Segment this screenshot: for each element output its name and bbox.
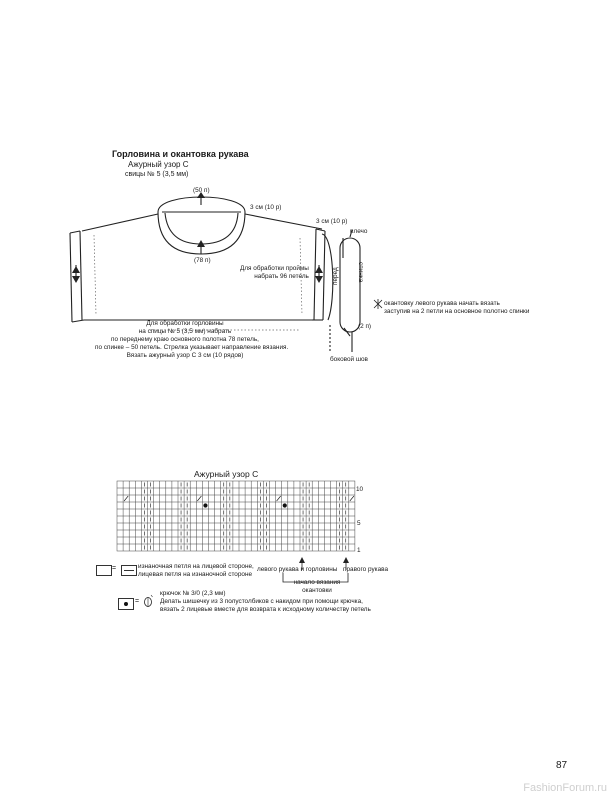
edging-note-line1: окантовку левого рукава начать вязать: [384, 300, 500, 307]
armhole-depth: 3 см (10 р): [316, 218, 348, 225]
legend-hook-line3: вязать 2 лицевые вместе для возврата к исходному количеству петель: [160, 606, 371, 613]
neckline-note-line: по переднему краю основного полотна 78 петель,: [111, 336, 259, 343]
shoulder-label: плечо: [350, 228, 368, 235]
legend-bobble-square: [118, 598, 134, 610]
neck-depth: 3 см (10 р): [250, 204, 282, 211]
start-right-sleeve: правого рукава: [343, 566, 389, 573]
decrease-symbol: [350, 496, 354, 501]
front-label: перед: [332, 267, 339, 285]
legend-knit-wrong-side: лицевая петля на изнаночной стороне: [138, 571, 253, 578]
armhole-note-line2: набрать 96 петель: [254, 273, 309, 280]
decrease-symbol: [197, 496, 201, 501]
legend-dash-square: [121, 565, 137, 576]
legend-empty-square: [96, 565, 112, 576]
legend-hook-line1: крючок № 3/0 (2,3 мм): [160, 590, 226, 597]
decrease-symbol: [277, 496, 281, 501]
legend-purl-right-side: изнаночная петля на лицевой стороне,: [138, 563, 254, 570]
side-seam-label: боковой шов: [330, 356, 368, 363]
legend-hook-line2: Делать шишечку из 3 полустолбиков с накидом при помощи крючка,: [160, 598, 363, 605]
decrease-symbol: [124, 496, 128, 501]
two-stitches: (2 п): [358, 323, 372, 330]
legend-equals-2: =: [135, 598, 140, 605]
neckline-note-line: по спинке – 50 петель. Стрелка указывает направление вязания.: [95, 344, 289, 351]
row-number-5: 5: [357, 520, 361, 527]
armhole-note-line1: Для обработки проймы: [240, 265, 309, 272]
page-number: 87: [556, 760, 568, 771]
neckline-note-line: Вязать ажурный узор С 3 см (10 рядов): [126, 352, 244, 359]
start-edging-line2: окантовки: [302, 587, 332, 594]
edging-note-line2: заступив на 2 петли на основное полотно спинки: [384, 308, 530, 315]
needle-size: свицы № 5 (3,5 мм): [125, 171, 189, 178]
legend-equals-1: =: [112, 565, 117, 572]
pattern-name: Ажурный узор С: [128, 160, 189, 169]
legend-stitch-desc: [138, 563, 254, 579]
neck-top-stitches: (50 п): [193, 187, 210, 194]
bobble-symbol: [283, 504, 287, 508]
legend-hook-desc: [160, 590, 371, 614]
row-number-10: 10: [356, 486, 364, 493]
back-label: спинка: [357, 262, 364, 283]
bobble-symbol: [204, 504, 208, 508]
start-edging-line1: начало вязания: [293, 579, 341, 586]
watermark: FashionForum.ru: [523, 782, 607, 794]
bobble-hook-icon: [143, 594, 153, 608]
chart-title: Ажурный узор С: [194, 469, 259, 479]
neckline-note-line: на спицы № 5 (3,5 мм) набрать: [138, 328, 232, 335]
neck-front-stitches: (78 п): [194, 257, 211, 264]
start-left-sleeve-neckline: левого рукава и горловины: [257, 566, 338, 573]
section-title: Горловина и окантовка рукава: [112, 149, 249, 159]
row-number-1: 1: [357, 547, 361, 554]
neckline-note-line: Для обработки горловины: [146, 320, 224, 327]
